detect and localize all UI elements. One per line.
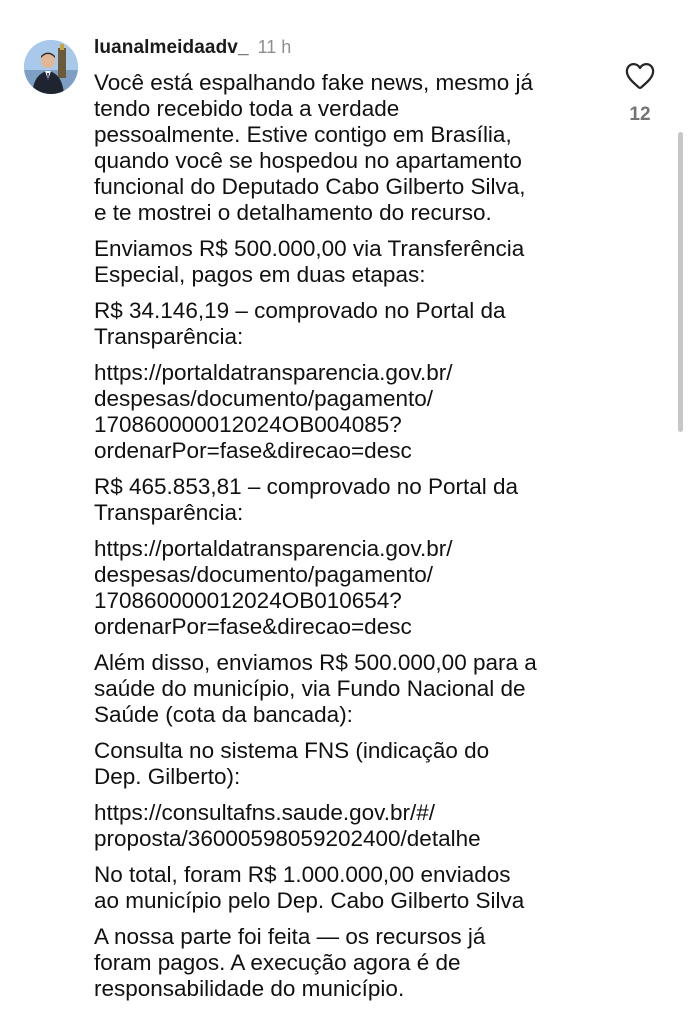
comment-line: https://portaldatransparencia.gov.br/ [94, 536, 453, 561]
comment-line: e te mostrei o detalhamento do recurso. [94, 200, 492, 225]
comment-line: Transparência: [94, 500, 244, 525]
comment-line: https://portaldatransparencia.gov.br/ [94, 360, 453, 385]
like-area [618, 62, 662, 126]
comment-line: saúde do município, via Fundo Nacional de [94, 676, 526, 701]
comment-line: quando você se hospedou no apartamento [94, 148, 522, 173]
comment-line: responsabilidade do município. [94, 976, 405, 1001]
comment-line: Transparência: [94, 324, 244, 349]
comment-line: foram pagos. A execução agora é de [94, 950, 461, 975]
comment-paragraph [94, 800, 599, 852]
comment-line: funcional do Deputado Cabo Gilberto Silva, [94, 174, 526, 199]
comment-time: 11 h [257, 37, 292, 57]
comment-line: tendo recebido toda a verdade [94, 96, 400, 121]
comment-paragraph [94, 70, 599, 226]
comment-line: Você está espalhando fake news, mesmo já [94, 70, 534, 95]
comment-line: A nossa parte foi feita — os recursos já [94, 924, 486, 949]
comment-line: Dep. Gilberto): [94, 764, 241, 789]
comment-line: despesas/documento/pagamento/ [94, 386, 433, 411]
comment-paragraph [94, 738, 599, 790]
comment-header [94, 37, 291, 63]
comment-line: Consulta no sistema FNS (indicação do [94, 738, 490, 763]
comment-paragraph [94, 650, 599, 728]
comment-paragraph [94, 536, 599, 640]
comment-paragraph [94, 474, 599, 526]
comment-line: proposta/36000598059202400/detalhe [94, 826, 481, 851]
comment-paragraph [94, 236, 599, 288]
comment-line: 170860000012024OB004085? [94, 412, 402, 437]
comment-line: https://consultafns.saude.gov.br/#/ [94, 800, 436, 825]
comment-line: Enviamos R$ 500.000,00 via Transferência [94, 236, 525, 261]
scrollbar[interactable] [678, 132, 683, 432]
comment-line: Especial, pagos em duas etapas: [94, 262, 426, 287]
comment-line: ao município pelo Dep. Cabo Gilberto Silva [94, 888, 525, 913]
username[interactable]: luanalmeidaadv_ [94, 37, 249, 58]
comment-paragraph [94, 862, 599, 914]
user-avatar[interactable] [24, 40, 78, 94]
comment-line: despesas/documento/pagamento/ [94, 562, 433, 587]
comment-paragraph [94, 360, 599, 464]
comment-line: Além disso, enviamos R$ 500.000,00 para a [94, 650, 537, 675]
comment-line: ordenarPor=fase&direcao=desc [94, 614, 412, 639]
comment-line: Saúde (cota da bancada): [94, 702, 353, 727]
comment-line: 170860000012024OB010654? [94, 588, 402, 613]
comment-paragraph [94, 298, 599, 350]
comment-line: R$ 34.146,19 – comprovado no Portal da [94, 298, 506, 323]
comment-line: pessoalmente. Estive contigo em Brasília, [94, 122, 512, 147]
comment-paragraph [94, 924, 599, 1002]
avatar-photo-icon [24, 40, 78, 94]
comment-text [94, 70, 599, 1012]
comment-line: No total, foram R$ 1.000.000,00 enviados [94, 862, 511, 887]
comment-line: R$ 465.853,81 – comprovado no Portal da [94, 474, 519, 499]
heart-outline-icon[interactable] [625, 62, 655, 90]
like-count: 12 [629, 104, 651, 125]
comment-line: ordenarPor=fase&direcao=desc [94, 438, 412, 463]
